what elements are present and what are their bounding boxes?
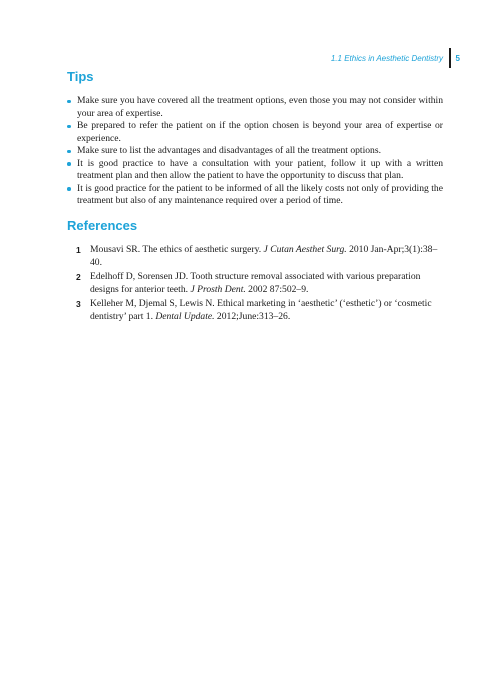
reference-item: [76, 271, 448, 296]
tip-item: [67, 158, 443, 183]
reference-journal: J Cutan Aesthet Surg.: [263, 244, 347, 255]
bullet-icon: [67, 162, 71, 166]
reference-item: [76, 298, 448, 323]
running-title: 1.1 Ethics in Aesthetic Dentistry: [330, 53, 444, 63]
reference-number: 3: [76, 299, 81, 309]
references-heading: References: [67, 218, 138, 233]
reference-number: 1: [76, 245, 81, 255]
tip-item: [67, 95, 443, 120]
reference-text: Mousavi SR. The ethics of aesthetic surgery.: [90, 244, 264, 255]
reference-item: [76, 244, 448, 269]
bullet-icon: [67, 125, 71, 129]
tip-item: [67, 183, 443, 208]
bullet-icon: [67, 187, 71, 191]
tip-item: [67, 145, 443, 158]
reference-journal: J Prosth Dent.: [190, 283, 246, 295]
reference-citation: 2012;June:313–26.: [214, 310, 291, 322]
tip-text: It is good practice for the patient to be informed of all the likely costs not only of providing the treatment but also of any maintenance required over a period of time.: [77, 182, 443, 206]
tip-text: Be prepared to refer the patient on if the option chosen is beyond your area of expertise or experience.: [77, 120, 443, 144]
reference-citation: 2002 87:502–9.: [245, 283, 309, 295]
bullet-icon: [67, 100, 71, 104]
tips-list: [67, 95, 443, 208]
tip-item: [67, 120, 443, 145]
page-number: 5: [455, 53, 460, 63]
reference-number: 2: [76, 272, 81, 282]
tip-text: Make sure you have covered all the treatment options, even those you may not consider within your area of expertise.: [77, 95, 443, 119]
reference-text: Kelleher M, Djemal S, Lewis N. Ethical marketing in ‘aesthetic’ (‘esthetic’) or ‘cosmetic dentistry’ part 1.: [90, 298, 432, 322]
running-header: [331, 49, 460, 67]
bullet-icon: [67, 150, 71, 154]
reference-citation: 2010 Jan-Apr;3(1):38–40.: [90, 244, 438, 268]
tips-heading: Tips: [67, 69, 94, 84]
reference-journal: Dental Update.: [155, 310, 215, 322]
references-list: [76, 244, 448, 325]
reference-text: Edelhoff D, Sorensen JD. Tooth structure removal associated with various preparation designs for anterior teeth.: [90, 271, 421, 295]
tip-text: It is good practice to have a consultation with your patient, follow it up with a written treatment plan and then allow the patient to have the opportunity to discuss that plan.: [77, 157, 443, 181]
tip-text: Make sure to list the advantages and disadvantages of all the treatment options.: [77, 145, 381, 156]
header-divider: [449, 48, 451, 68]
